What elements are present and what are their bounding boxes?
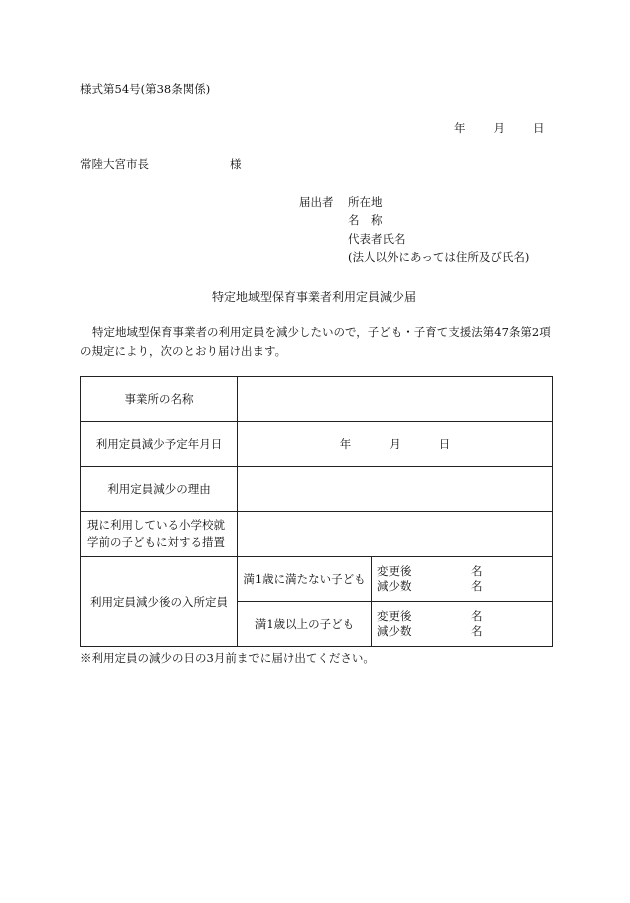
over1-label: 満1歳以上の子ども <box>238 602 372 647</box>
reason-label: 利用定員減少の理由 <box>81 467 238 512</box>
honorific: 様 <box>230 157 242 171</box>
footnote: ※利用定員の減少の日の3月前までに届け出てください。 <box>80 651 375 665</box>
date-year: 年 <box>454 121 466 135</box>
facility-name-field[interactable] <box>238 377 553 422</box>
addressee-name: 常陸大宮市長 <box>80 157 149 171</box>
over1-values[interactable] <box>372 602 553 647</box>
capacity-label: 利用定員減少後の入所定員 <box>81 557 238 647</box>
over1-decrease-unit: 名 <box>471 624 483 638</box>
planned-date-day: 日 <box>438 437 451 451</box>
over1-after-change-unit: 名 <box>471 609 483 623</box>
under1-decrease-label: 減少数 <box>377 579 412 593</box>
planned-date-field[interactable] <box>238 422 553 467</box>
reason-field[interactable] <box>238 467 553 512</box>
over1-after-change-label: 変更後 <box>377 609 412 623</box>
date-month: 月 <box>493 121 505 135</box>
submission-date <box>454 120 545 136</box>
under1-label: 満1歳に満たない子ども <box>238 557 372 602</box>
applicant-address-label: 所在地 <box>348 195 383 209</box>
under1-values[interactable] <box>372 557 553 602</box>
under1-after-change-label: 変更後 <box>377 564 412 578</box>
measures-label-line-1: 現に利用している小学校就 <box>87 518 225 532</box>
measures-field[interactable] <box>238 512 553 557</box>
under1-decrease-unit: 名 <box>471 579 483 593</box>
capacity-reduction-table <box>80 376 553 647</box>
addressee <box>80 156 242 172</box>
applicant-name-label: 名 称 <box>348 213 383 227</box>
body-text: 特定地域型保育事業者の利用定員を減少したいので，子ども・子育て支援法第47条第2項の規定により，次のとおり届け出ます。 <box>80 325 551 358</box>
facility-name-label: 事業所の名称 <box>81 377 238 422</box>
planned-date-label: 利用定員減少予定年月日 <box>81 422 238 467</box>
date-day: 日 <box>533 121 545 135</box>
measures-label <box>81 512 238 557</box>
under1-after-change-unit: 名 <box>471 564 483 578</box>
applicant-note: (法人以外にあっては住所及び氏名) <box>348 250 530 264</box>
measures-label-line-2: 学前の子どもに対する措置 <box>87 535 225 549</box>
over1-decrease-label: 減少数 <box>377 624 412 638</box>
applicant-representative-label: 代表者氏名 <box>348 232 406 246</box>
applicant-label: 届出者 <box>299 195 334 209</box>
planned-date-month: 月 <box>389 437 401 451</box>
planned-date-year: 年 <box>339 437 352 451</box>
document-title: 特定地域型保育事業者利用定員減少届 <box>212 290 417 304</box>
form-number: 様式第54号(第38条関係) <box>80 82 211 96</box>
